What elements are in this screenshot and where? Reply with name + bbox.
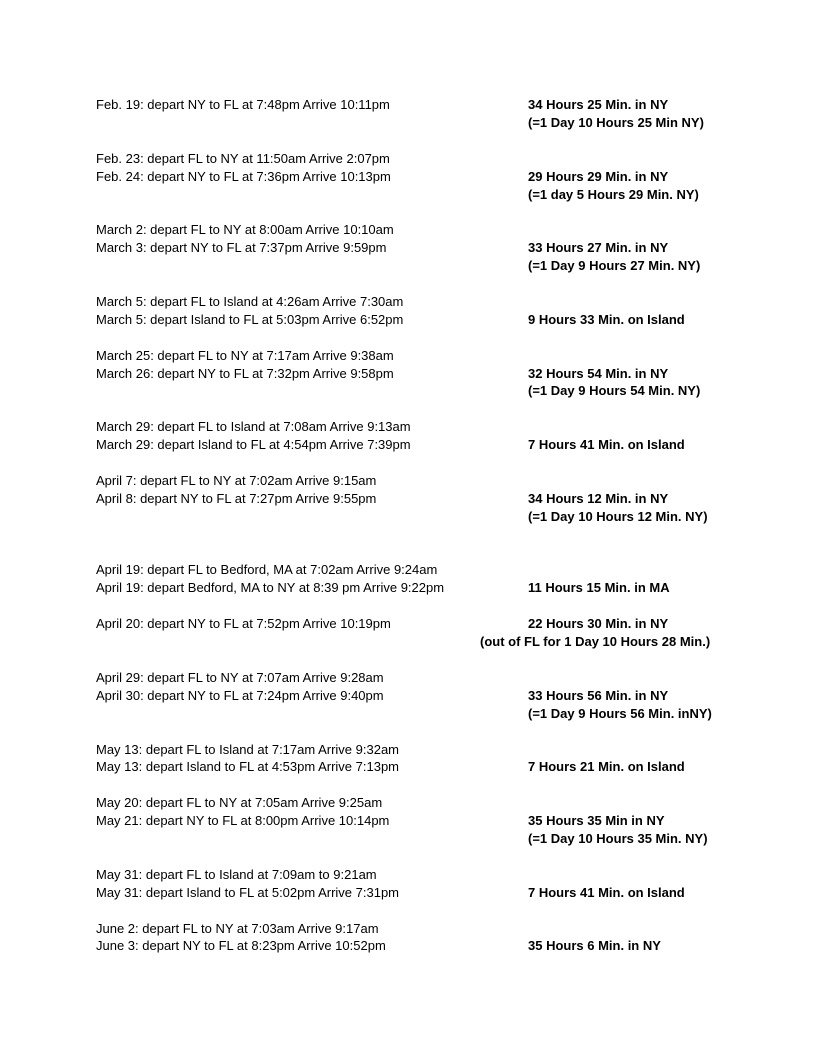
duration-summary: 35 Hours 6 Min. in NY: [528, 938, 661, 953]
trip-line: April 29: depart FL to NY at 7:07am Arrive 9:28am: [96, 670, 384, 685]
duration-summary: 34 Hours 12 Min. in NY: [528, 491, 669, 506]
duration-detail: (out of FL for 1 Day 10 Hours 28 Min.): [480, 634, 711, 649]
duration-detail: (=1 Day 9 Hours 54 Min. NY): [528, 383, 701, 398]
trip-line: May 13: depart Island to FL at 4:53pm Arrive 7:13pm: [96, 759, 400, 774]
trip-line: Feb. 23: depart FL to NY at 11:50am Arrive 2:07pm: [96, 151, 390, 166]
duration-summary: 22 Hours 30 Min. in NY: [528, 616, 669, 631]
duration-detail: (=1 Day 9 Hours 27 Min. NY): [528, 258, 701, 273]
duration-detail: (=1 Day 9 Hours 56 Min. inNY): [528, 706, 712, 721]
trip-line: May 31: depart Island to FL at 5:02pm Arrive 7:31pm: [96, 885, 400, 900]
trip-line: May 31: depart FL to Island at 7:09am to 9:21am: [96, 867, 377, 882]
trip-line: March 25: depart FL to NY at 7:17am Arrive 9:38am: [96, 348, 394, 363]
duration-summary: 29 Hours 29 Min. in NY: [528, 169, 669, 184]
trip-line: March 5: depart Island to FL at 5:03pm Arrive 6:52pm: [96, 312, 404, 327]
trip-line: May 13: depart FL to Island at 7:17am Arrive 9:32am: [96, 742, 400, 757]
duration-summary: 7 Hours 21 Min. on Island: [528, 759, 685, 774]
trip-line: April 19: depart Bedford, MA to NY at 8:39 pm Arrive 9:22pm: [96, 580, 445, 595]
trip-line: March 29: depart Island to FL at 4:54pm Arrive 7:39pm: [96, 437, 411, 452]
trip-line: April 19: depart FL to Bedford, MA at 7:02am Arrive 9:24am: [96, 562, 438, 577]
trip-line: April 8: depart NY to FL at 7:27pm Arrive 9:55pm: [96, 491, 377, 506]
duration-summary: 35 Hours 35 Min in NY: [528, 813, 665, 828]
duration-summary: 33 Hours 27 Min. in NY: [528, 240, 669, 255]
trip-line: May 21: depart NY to FL at 8:00pm Arrive 10:14pm: [96, 813, 390, 828]
trip-line: June 2: depart FL to NY at 7:03am Arrive 9:17am: [96, 921, 379, 936]
trip-line: Feb. 19: depart NY to FL at 7:48pm Arrive 10:11pm: [96, 97, 390, 112]
trip-line: March 3: depart NY to FL at 7:37pm Arrive 9:59pm: [96, 240, 387, 255]
trip-line: April 20: depart NY to FL at 7:52pm Arrive 10:19pm: [96, 616, 391, 631]
trip-line: March 5: depart FL to Island at 4:26am Arrive 7:30am: [96, 294, 404, 309]
duration-summary: 7 Hours 41 Min. on Island: [528, 437, 685, 452]
trip-line: June 3: depart NY to FL at 8:23pm Arrive 10:52pm: [96, 938, 386, 953]
duration-summary: 33 Hours 56 Min. in NY: [528, 688, 669, 703]
trip-line: Feb. 24: depart NY to FL at 7:36pm Arrive 10:13pm: [96, 169, 391, 184]
duration-summary: 7 Hours 41 Min. on Island: [528, 885, 685, 900]
trip-line: May 20: depart FL to NY at 7:05am Arrive 9:25am: [96, 795, 383, 810]
duration-detail: (=1 Day 10 Hours 25 Min NY): [528, 115, 704, 130]
duration-detail: (=1 day 5 Hours 29 Min. NY): [528, 187, 699, 202]
duration-summary: 11 Hours 15 Min. in MA: [528, 580, 670, 595]
trip-line: March 26: depart NY to FL at 7:32pm Arrive 9:58pm: [96, 366, 394, 381]
trip-line: April 7: depart FL to NY at 7:02am Arrive 9:15am: [96, 473, 377, 488]
trip-line: March 29: depart FL to Island at 7:08am Arrive 9:13am: [96, 419, 411, 434]
duration-detail: (=1 Day 10 Hours 12 Min. NY): [528, 509, 708, 524]
duration-summary: 9 Hours 33 Min. on Island: [528, 312, 685, 327]
duration-summary: 32 Hours 54 Min. in NY: [528, 366, 669, 381]
duration-summary: 34 Hours 25 Min. in NY: [528, 97, 669, 112]
trip-line: April 30: depart NY to FL at 7:24pm Arrive 9:40pm: [96, 688, 384, 703]
trip-line: March 2: depart FL to NY at 8:00am Arrive 10:10am: [96, 222, 394, 237]
duration-detail: (=1 Day 10 Hours 35 Min. NY): [528, 831, 708, 846]
